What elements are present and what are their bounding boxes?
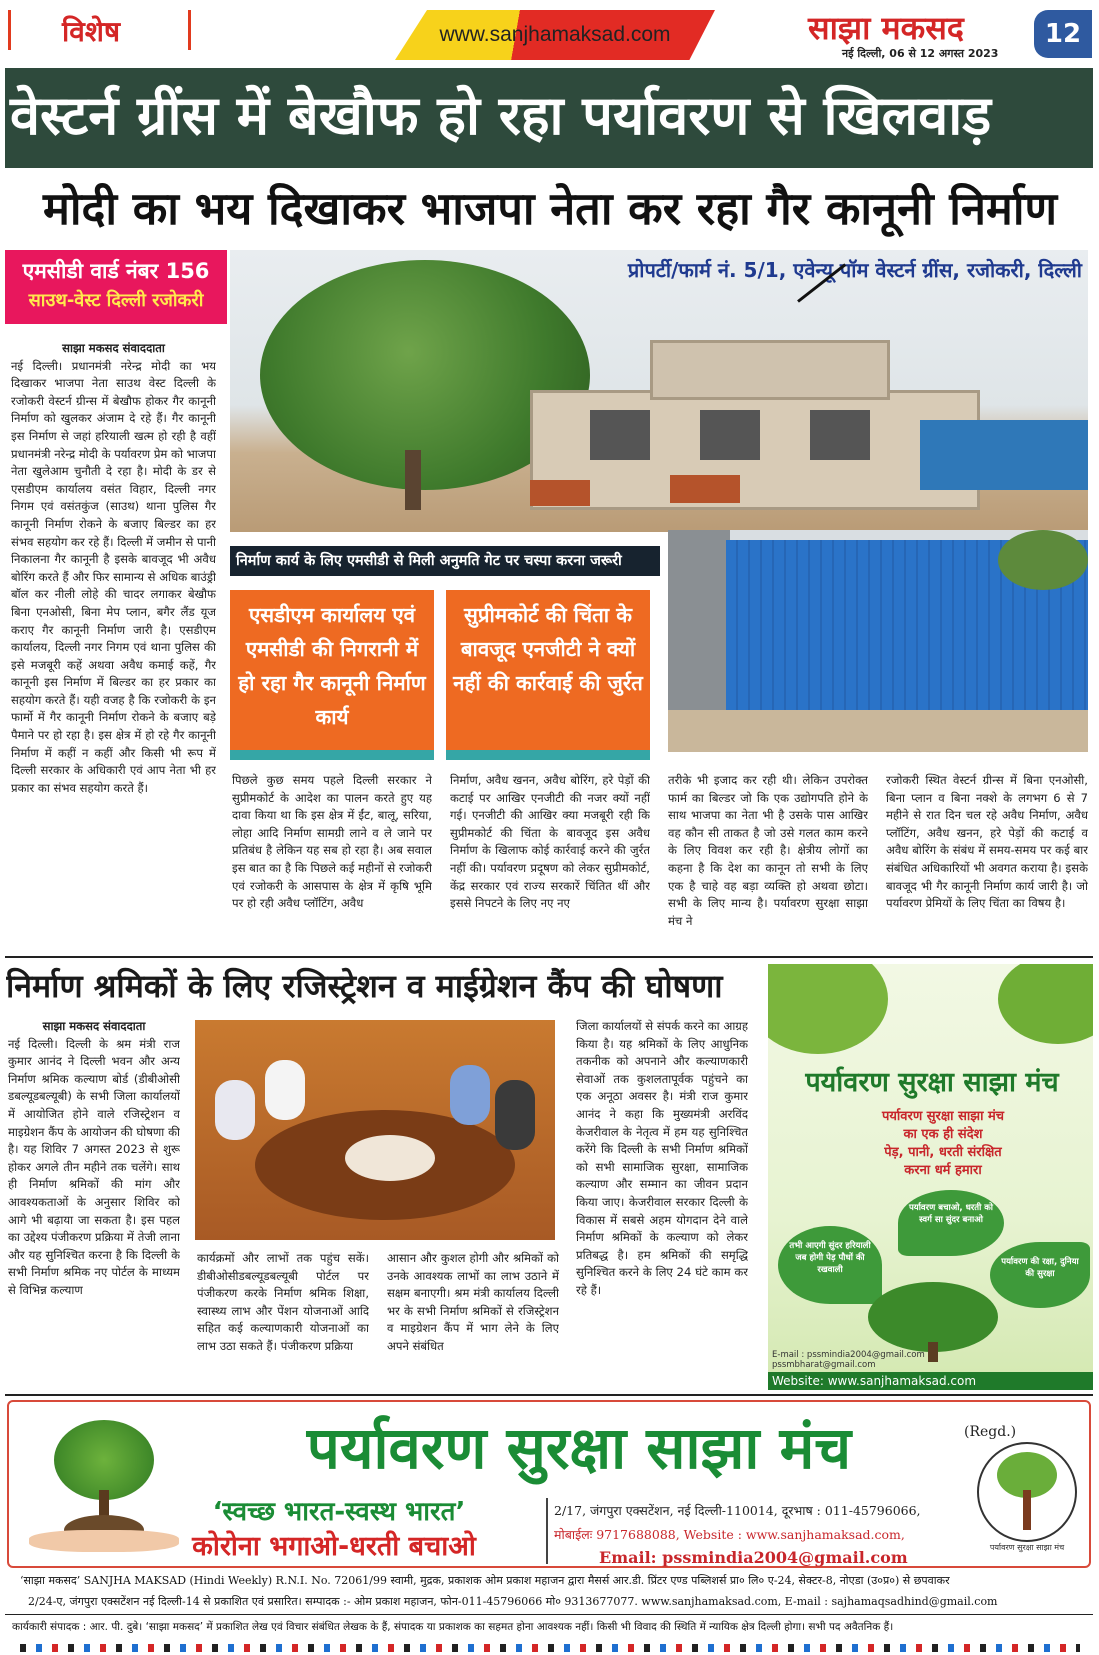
lead-column-3: निर्माण, अवैध खनन, अवैध बोरिंग, हरे पेड़ों की कटाई पर आखिर एनजीटी की नजर क्यों नहीं गई। एनजीटी की आखिर क्या मजबूरी रही कि सुप्रीमकोर्ट की चिंता के बावजूद इस अवैध निर्माण के खिलाफ कोई कार्रवाई करने की जुर्रत नहीं की। पर्यावरण प्रदूषण को लेकर सुप्रीमकोर्ट, केंद्र सरकार एवं राज्य सरकारें चिंतित थीं और इससे निपटने के लिए नए नए bbox=[450, 773, 650, 911]
lead-col1-text: नई दिल्ली। प्रधानमंत्री नरेन्द्र मोदी का भय दिखाकर भाजपा नेता साउथ वेस्ट दिल्ली के रजोकरी वेस्टर्न ग्रीन्स में बेखौफ होकर गैर कानूनी निर्माण को खुलकर अंजाम दे रहे हैं। गैर कानूनी इस निर्माण से जहां हरियाली खत्म हो रही है वहीं प्रधानमंत्री नरेन्द्र मोदी के पर्यावरण प्रेम को भाजपा नेता खुलेआम चुनौती दे रहा है। मोदी के डर से एसडीएम कार्यालय वसंत विहार, दिल्ली नगर निगम एवं वसंतकुंज (साउथ) थाना पुलिस गैर कानूनी निर्माण रोकने के बजाए बिल्डर का हर संभव सहयोग कर रहे हैं। दिल्ली में जमीन से पानी निकालना गैर कानूनी है इसके बावजूद भी अवैध बोरिंग करते हैं और फिर सामान्य से अधिक बाउंड्री बॉल कर नीली लोहे की चादर लगाकर बेखौफ बिना एनओसी, बिना मेप प्लान, बगैर लैंड यूज कराए गैर कानूनी निर्माण जारी है। एसडीएम कार्यालय, दिल्ली नगर निगम एवं थाना पुलिस की इसे मजबूरी कहें अथवा अवैध कमाई कहें, गैर कानूनी इस निर्माण में बिल्डर का हर प्रकार का सहयोग करते हैं। यही वजह है कि रजोकरी के इन फार्मो में गैर कानूनी निर्माण रोकने के बजाए बड़े पैमाने पर हो रहा है। इस क्षेत्र में हो रहे गैर कानूनी निर्माण में कहीं न कहीं और किसी भी रूप में दिल्ली सरकार के अधिकारी एवं आप नेता भी हर प्रकार का संभव सहयोग करते हैं। bbox=[11, 358, 216, 795]
ward-line-1: एमसीडी वार्ड नंबर 156 bbox=[22, 259, 210, 283]
imprint-line-1: ‘साझा मकसद’ SANJHA MAKSAD (Hindi Weekly) R.N.I. No. 72061/99 स्वामी, मुद्रक, प्रकाशक ओम प्रकाश महाजन द्वारा मैसर्स आर.डी. प्रिंटर एण्ड पब्लिशर्स प्रा० लि० ए-24, सेक्टर-8, नोएडा (उ०प्र०) से छपवाकर bbox=[20, 1574, 950, 1587]
ad-title: पर्यावरण सुरक्षा साझा मंच bbox=[805, 1067, 1059, 1098]
banner-regd: (Regd.) bbox=[964, 1424, 1017, 1440]
leaf-bubble-1: पर्यावरण बचाओ, धरती को स्वर्ग सा सुंदर बनाओ bbox=[898, 1190, 1004, 1256]
registration-marks bbox=[20, 1644, 1080, 1652]
lead-subheadline: मोदी का भय दिखाकर भाजपा नेता कर रहा गैर कानूनी निर्माण bbox=[42, 182, 1058, 235]
lead-column-2: पिछले कुछ समय पहले दिल्ली सरकार ने सुप्रीमकोर्ट के आदेश का पालन करते हुए यह दावा किया था कि इस क्षेत्र में ईंट, बालू, सरिया, लोहा आदि निर्माण सामग्री लाने व ले जाने पर प्रतिबंध है लेकिन यह सब हो रहा है। अब सवाल इस बात का है कि पिछले कई महीनों से रजोकरी एवं रजोकरी के आसपास के क्षेत्र में कृषि भूमि पर हो रही अवैध प्लॉटिंग, अवैध bbox=[232, 773, 432, 911]
page-number: 12 bbox=[1034, 10, 1092, 58]
callout-sdm: एसडीएम कार्यालय एवं एमसीडी की निगरानी में हो रहा गैर कानूनी निर्माण कार्य bbox=[230, 590, 434, 760]
leaf-bubble-3: पर्यावरण की रक्षा, दुनिया की सुरक्षा bbox=[990, 1242, 1090, 1308]
meeting-photo bbox=[195, 1020, 555, 1240]
banner-address: 2/17, जंगपुरा एक्सटेंशन, नई दिल्ली-110014, दूरभाष : 011-45796066, bbox=[554, 1503, 921, 1518]
bottom-banner bbox=[7, 1400, 1091, 1568]
side-advertisement bbox=[768, 964, 1093, 1390]
banner-emblem bbox=[969, 1430, 1085, 1560]
ad-line-2: का एक ही संदेश bbox=[903, 1127, 983, 1142]
banner-title: पर्यावरण सुरक्षा साझा मंच bbox=[306, 1414, 852, 1482]
second-byline: साझा मकसद संवाददाता bbox=[42, 1019, 146, 1033]
lead-column-1 bbox=[11, 340, 216, 946]
ward-box bbox=[5, 250, 227, 324]
imprint-line-2: 2/24-ए, जंगपुरा एक्सटेंशन नई दिल्ली-14 से प्रकाशित एवं प्रसारित। सम्पादक :- ओम प्रकाश महाजन, फोन-011-45796066 मो० 9313677077. www.sanjhamaksad.com, E-mail : sajhamaqsadhind@gmail.com bbox=[28, 1595, 998, 1608]
gate-photo bbox=[668, 530, 1088, 752]
dateline: नई दिल्ली, 06 से 12 अगस्त 2023 bbox=[842, 47, 999, 60]
banner-divider bbox=[5, 1394, 1093, 1396]
banner-email[interactable]: Email: pssmindia2004@gmail.com bbox=[599, 1548, 908, 1567]
ward-line-2: साउथ-वेस्ट दिल्ली रजोकरी bbox=[28, 290, 204, 311]
ad-email-1[interactable]: E-mail : pssmindia2004@gmail.com bbox=[772, 1350, 925, 1360]
emblem-text: पर्यावरण सुरक्षा साझा मंच bbox=[989, 1543, 1065, 1552]
ad-website[interactable]: Website: www.sanjhamaksad.com bbox=[772, 1374, 977, 1388]
photo-caption: प्रोपर्टी/फार्म नं. 5/1, एवेन्यू पॉम वेस्टर्न ग्रींस, रजोकरी, दिल्ली bbox=[627, 258, 1082, 282]
banner-slogan-1: ‘स्वच्छ भारत-स्वस्थ भारत’ bbox=[212, 1497, 466, 1527]
construction-photo bbox=[230, 250, 1088, 532]
ad-line-3: पेड़, पानी, धरती संरक्षित bbox=[884, 1145, 1002, 1160]
lead-headline: वेस्टर्न ग्रींस में बेखौफ हो रहा पर्यावरण से खिलवाड़ bbox=[10, 84, 992, 147]
imprint-divider bbox=[5, 1614, 1093, 1615]
strip-caption: निर्माण कार्य के लिए एमसीडी से मिली अनुमति गेट पर चस्पा करना जरूरी bbox=[230, 546, 660, 576]
second-column-4: जिला कार्यालयों से संपर्क करने का आग्रह किया है। यह श्रमिकों के लिए आधुनिक तकनीक को अपनाने और कल्याणकारी सेवाओं तक कुशलतापूर्वक पहुंचने का एक अनूठा अवसर है। मंत्री राज कुमार आनंद ने कहा कि मुख्यमंत्री अरविंद केजरीवाल के नेतृत्व में हम यह सुनिश्चित करेंगे कि दिल्ली के सभी निर्माण श्रमिकों को सभी सामाजिक सुरक्षा, सामाजिक कल्याण और सम्मान का जीवन प्रदान किया जाए। केजरीवाल सरकार दिल्ली के विकास में सबसे अहम योगदान देने वाले निर्माण श्रमिकों के कल्याण को लेकर प्रतिबद्ध है। हम श्रमिकों की समृद्धि सुनिश्चित करने के लिए 24 घंटे काम कर रहे हैं। bbox=[576, 1019, 748, 1297]
ad-line-4: करना धर्म हमारा bbox=[904, 1163, 982, 1178]
section-label: विशेष bbox=[62, 15, 121, 48]
ad-website-band bbox=[768, 1372, 1093, 1390]
ad-line-1: पर्यावरण सुरक्षा साझा मंच bbox=[882, 1109, 1004, 1124]
masthead bbox=[0, 0, 1099, 66]
section-divider bbox=[5, 956, 1093, 958]
banner-slogan-2: कोरोना भगाओ-धरती बचाओ bbox=[192, 1531, 476, 1562]
paper-logo: साझा मकसद bbox=[808, 9, 964, 47]
second-column-2: कार्यक्रमों और लाभों तक पहुंच सकें। डीबीओसीडबल्यूडबल्यूबी पोर्टल पर पंजीकरण करके निर्माण श्रमिक शिक्षा, स्वास्थ्य लाभ और पेंशन योजनाओं आदि सहित कई कल्याणकारी योजनाओं का लाभ उठा सकते हैं। पंजीकरण प्रक्रिया bbox=[197, 1251, 369, 1353]
imprint-line-3: कार्यकारी संपादक : आर. पी. दुबे। ‘साझा मकसद’ में प्रकाशित लेख एवं विचार संबंधित लेखक के हैं, संपादक या प्रकाशक का सहमत होना आवश्यक नहीं। किसी भी विवाद की स्थिति में न्यायिक क्षेत्र दिल्ली होगा। सभी पद अवैतनिक हैं। bbox=[12, 1621, 894, 1633]
lead-column-5: रजोकरी स्थित वेस्टर्न ग्रीन्स में बिना एनओसी, बिना प्लान व बिना नक्शे के लगभग 6 से 7 महीने से रात दिन चल रहे अवैध निर्माण, अवैध प्लॉटिंग, अवैध खनन, हरे पेड़ों की कटाई व अवैध बोरिंग के संबंध में समय-समय पर कई बार संबंधित अधिकारियों भी अवगत कराया है। इसके बावजूद भी गैर कानूनी निर्माण कार्य जारी है। जो पर्यावरण प्रेमियों के लिए चिंता का विषय है। bbox=[886, 773, 1088, 911]
callout-ngt: सुप्रीमकोर्ट की चिंता के बावजूद एनजीटी ने क्यों नहीं की कार्रवाई की जुर्रत bbox=[446, 590, 650, 760]
second-column-3: आसान और कुशल होगी और श्रमिकों को उनके आवश्यक लाभों का लाभ उठाने में सक्षम बनाएगी। श्रम मंत्री कार्यालय दिल्ली भर के सभी निर्माण श्रमिकों से रजिस्ट्रेशन व माइग्रेशन कैंप में भाग लेने के लिए अपने संबंधित bbox=[387, 1251, 559, 1353]
website-url[interactable]: www.sanjhamaksad.com bbox=[439, 23, 671, 46]
ad-email-2[interactable]: pssmbharat@gmail.com bbox=[772, 1360, 876, 1370]
banner-mobile: मोबाईलः 9717688088, Website : www.sanjhamaksad.com, bbox=[554, 1527, 905, 1542]
second-column-1: साझा मकसद संवाददाता नई दिल्ली। दिल्ली के श्रम मंत्री राज कुमार आनंद ने दिल्ली भवन और अन्य निर्माण श्रमिक कल्याण बोर्ड (डीबीओसी डबल्यूडबल्यूबी) के सभी जिला कार्यालयों में आयोजित होने वाले रजिस्ट्रेशन व माइग्रेशन कैंप के आयोजन की घोषणा की है। यह शिविर 7 अगस्त 2023 से शुरू होकर अगले तीन महीने तक चलेंगे। साथ ही निर्माण श्रमिकों की मांग और आवश्यकताओं के अनुसार शिविर को आगे भी बढ़ाया जा सकता है। इस पहल का उद्देश्य पंजीकरण प्रक्रिया में तेजी लाना और यह सुनिश्चित करना है कि दिल्ली के सभी निर्माण श्रमिक नए पोर्टल के माध्यम से विभिन्न कल्याण bbox=[8, 1019, 180, 1297]
leaf-bubble-2: तभी आएगी सुंदर हरियाली जब होगी पेड़ पौधों की रखवाली bbox=[778, 1226, 882, 1304]
lead-byline: साझा मकसद संवाददाता bbox=[62, 341, 165, 355]
lead-column-4: तरीके भी इजाद कर रही थी। लेकिन उपरोक्त फार्म का बिल्डर जो कि एक उद्योगपति होने के साथ भाजपा का नेता भी है उसके पास आखिर वह कौन सी ताकत है जो उसे गलत काम करने के लिए विवश कर रही है। क्षेत्रीय लोगों का कहना है कि देश का कानून तो सभी के लिए एक है चाहे वह बड़ा व्यक्ति हो अथवा छोटा। सभी के लिए मान्य है। पर्यावरण सुरक्षा साझा मंच ने bbox=[668, 773, 868, 928]
second-headline: निर्माण श्रमिकों के लिए रजिस्ट्रेशन व माईग्रेशन कैंप की घोषणा bbox=[6, 967, 723, 1005]
